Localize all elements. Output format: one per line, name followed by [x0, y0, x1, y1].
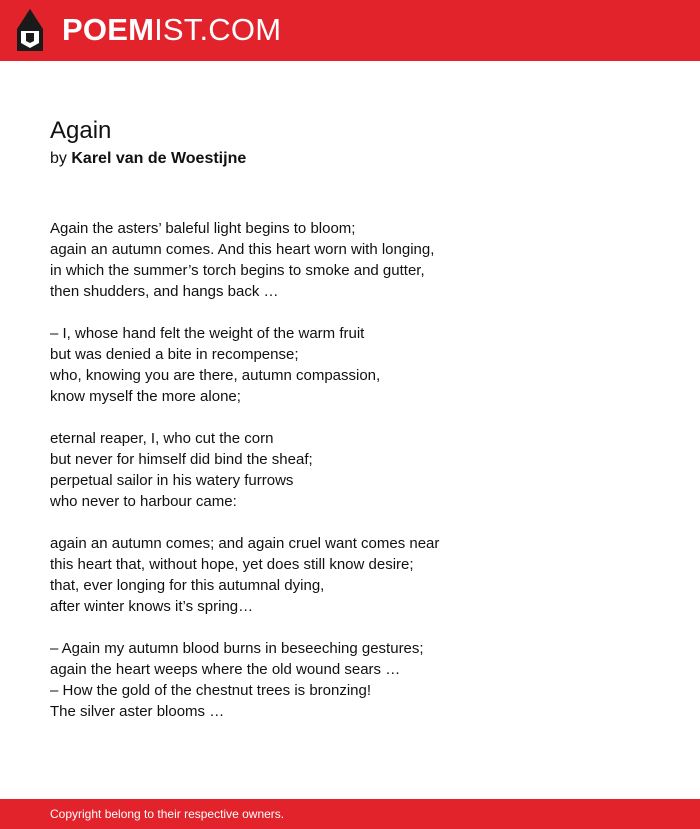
poem-line: – I, whose hand felt the weight of the warm fruit [50, 325, 365, 342]
poem-line: know myself the more alone; [50, 388, 241, 405]
stanza [50, 218, 670, 302]
site-logo-text[interactable] [62, 10, 281, 50]
copyright-notice: Copyright belong to their respective owners. [50, 807, 285, 821]
poem-line: after winter knows it’s spring… [50, 598, 254, 615]
poem-line: again the heart weeps where the old wound sears … [50, 661, 401, 678]
site-header [0, 0, 700, 61]
poem-line: eternal reaper, I, who cut the corn [50, 430, 274, 447]
poem-line: but was denied a bite in recompense; [50, 346, 299, 363]
poem-body [50, 218, 670, 743]
poem-line: but never for himself did bind the sheaf; [50, 451, 313, 468]
poem-line: again an autumn comes; and again cruel want comes near [50, 535, 440, 552]
poem-line: who never to harbour came: [50, 493, 237, 510]
byline [50, 148, 246, 170]
stanza [50, 323, 670, 407]
poem-line: – How the gold of the chestnut trees is bronzing! [50, 682, 372, 699]
poem-line: perpetual sailor in his watery furrows [50, 472, 294, 489]
brand-light: IST.COM [154, 12, 282, 47]
poem-line: then shudders, and hangs back … [50, 283, 279, 300]
poem-line: this heart that, without hope, yet does still know desire; [50, 556, 414, 573]
author-name: Karel van de Woestijne [71, 150, 247, 167]
pencil-icon[interactable] [17, 9, 43, 51]
stanza [50, 428, 670, 512]
stanza [50, 638, 670, 722]
site-footer [0, 799, 700, 829]
poem-line: in which the summer’s torch begins to smoke and gutter, [50, 262, 425, 279]
by-label: by [50, 150, 67, 167]
poem-line: – Again my autumn blood burns in beseeching gestures; [50, 640, 424, 657]
poem-title: Again [50, 117, 112, 144]
stanza [50, 533, 670, 617]
poem-line: The silver aster blooms … [50, 703, 225, 720]
brand-bold: POEM [62, 12, 155, 47]
poem-line: who, knowing you are there, autumn compassion, [50, 367, 381, 384]
poem-line: again an autumn comes. And this heart worn with longing, [50, 241, 435, 258]
poem-line: Again the asters’ baleful light begins to bloom; [50, 220, 356, 237]
poem-line: that, ever longing for this autumnal dying, [50, 577, 325, 594]
